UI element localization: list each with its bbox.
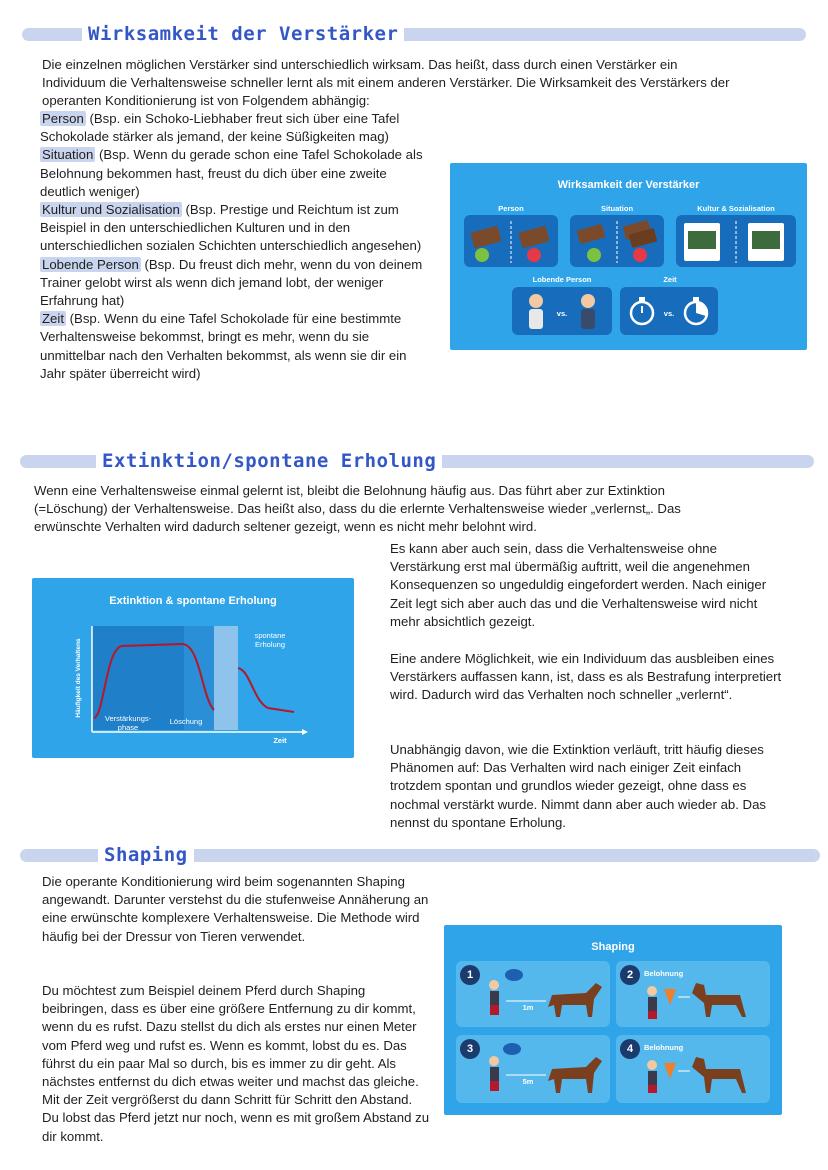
factor-item-kultur: Kultur und Sozialisation (Bsp. Prestige und Reichtum ist zum Beispiel in den unterschiedlichen Kulturen und in den unterschiedlichen sozialen Schichten unterschiedlich angesehen) — [40, 202, 422, 254]
shaping-step-3 — [456, 1035, 610, 1103]
reward-label: Belohnung — [644, 969, 684, 978]
label-verstaerkungsphase-2: phase — [117, 723, 139, 732]
money-icon — [676, 215, 796, 267]
figure-title: Wirksamkeit der Verstärker — [557, 179, 700, 191]
card-lobende-person — [512, 287, 612, 335]
horse-icon — [616, 1035, 770, 1103]
term-zeit: Zeit — [42, 311, 64, 327]
label-kultur: Kultur & Sozialisation — [697, 204, 775, 213]
horse-icon — [456, 1035, 610, 1103]
y-axis-label: Häufigkeit des Verhaltens — [75, 638, 82, 718]
card-situation — [570, 215, 664, 267]
shaping-paragraph-2: Du möchtest zum Beispiel deinem Pferd durch Shaping beibringen, dass es über eine größere Entfernung zu dir kommt, wenn du es rufst. Dazu stellst du dich als erstes nur einen Meter vom Pferd weg und rufst es. Wenn es kommt, lobst du es. Das führst du ein paar Mal so durch, bis es immer zu dir geht. Als nächstes entfernst du dich etwas weiter und machst das gleiche. Mit der Zeit vergrößerst du dann Schritt für Schritt den Abstand. Du lobst das Pferd jetzt nur noch, wenn es mit großem Abstand zu dir kommt. — [42, 983, 430, 1144]
label-spontane-erholung: spontane — [254, 631, 286, 640]
card-kultur — [676, 215, 796, 267]
step-number: 1 — [460, 965, 480, 985]
term-kultur: Kultur und Sozialisation — [42, 202, 180, 218]
card-zeit — [620, 287, 718, 335]
carrot-icon — [664, 989, 676, 1005]
distance-label: 5m — [522, 1077, 534, 1086]
shaping-step-1 — [456, 961, 610, 1027]
label-zeit: Zeit — [663, 275, 677, 284]
label-lobende-person: Lobende Person — [532, 275, 592, 284]
label-loeschung: Löschung — [169, 717, 203, 726]
carrot-icon — [664, 1063, 676, 1079]
shaping-step-2 — [616, 961, 770, 1027]
extinktion-paragraph-3: Eine andere Möglichkeit, wie ein Individuum das ausbleiben eines Verstärkers auffassen kann, ist, dass es als Bestrafung interpretiert wird. Dadurch wird das Verhalten noch schneller „verlernt“. — [390, 651, 782, 703]
x-axis-label: Zeit — [273, 736, 287, 745]
section-title-extinktion: Extinktion/spontane Erholung — [96, 449, 442, 473]
card-person — [464, 215, 558, 267]
distance-label: 1m — [522, 1003, 534, 1012]
term-situation: Situation — [42, 147, 94, 163]
label-verstaerkungsphase: Verstärkungs- — [104, 714, 152, 723]
figure-shaping — [444, 925, 782, 1115]
curve-recovery — [238, 668, 294, 712]
chocolate-icon — [464, 215, 558, 267]
reward-label: Belohnung — [644, 1043, 684, 1052]
step-number: 3 — [460, 1039, 480, 1059]
section-title-wirksamkeit: Wirksamkeit der Verstärker — [82, 22, 404, 46]
horse-icon — [456, 961, 610, 1027]
phase-band-pause — [214, 626, 238, 730]
extinktion-paragraph-2: Es kann aber auch sein, dass die Verhaltensweise ohne Verstärkung erst mal übermäßig auftritt, weil die angenehmen Konsequenzen so ungeduldig eingefordert werden. Nach einiger Zeit legt sich aber auch das und die Verhaltensweise wird nicht mehr absichtlich gezeigt. — [390, 541, 767, 629]
section-title-shaping: Shaping — [98, 843, 194, 867]
factor-list — [40, 110, 432, 383]
factor-item-zeit: Zeit (Bsp. Wenn du eine Tafel Schokolade für eine bestimmte Verhaltensweise bekommst, bringt es mehr, wenn du sie unmittelbar nach den Verhalten bekommst, als wenn sie dir ein Jahr später überreicht wird) — [40, 311, 407, 381]
term-lobende-person: Lobende Person — [42, 256, 139, 272]
extinktion-paragraph-4: Unabhängig davon, wie die Extinktion verläuft, tritt häufig dieses Phänomen auf: Das Verhalten wird nach einiger Zeit einfach trotzdem spontan und grundlos wieder gezeigt, ohne dass es nochmal verstärkt wurde. Nimmt dann aber auch wieder ab. Das nennst du spontane Erholung. — [390, 742, 767, 830]
vs-label: vs. — [663, 309, 675, 318]
shaping-paragraph-1: Die operante Konditionierung wird beim sogenannten Shaping angewandt. Darunter verstehst du die stufenweise Annäherung an eine erwünschte komplexere Verhaltensweise. Die Methode wird häufig bei der Dressur von Tieren verwendet. — [42, 874, 429, 944]
step-number: 2 — [620, 965, 640, 985]
figure-extinktion — [32, 578, 354, 758]
factor-item-lobende-person: Lobende Person (Bsp. Du freust dich mehr, wenn du von deinem Trainer gelobt wirst als wenn dich jemand lobt, der weniger Erfahrung hat) — [40, 256, 423, 309]
chocolate-icon — [570, 215, 664, 267]
extinktion-paragraph-1: Wenn eine Verhaltensweise einmal gelernt ist, bleibt die Belohnung häufig aus. Das führt aber zur Extinktion (=Löschung) der Verhaltensweise. Das heißt also, dass du die erlernte Verhaltensweise wieder „verlernst„. Das erwünschte Verhalten wird dadurch seltener gezeigt, wenn es nicht mehr belohnt wird. — [34, 483, 681, 535]
step-number: 4 — [620, 1039, 640, 1059]
term-person: Person — [42, 111, 84, 126]
factor-item-situation: Situation (Bsp. Wenn du gerade schon eine Tafel Schokolade als Belohnung bekommen hast, freust du dich über eine zweite deutlich weniger) — [40, 147, 423, 199]
label-person: Person — [498, 204, 524, 213]
horse-icon — [616, 961, 770, 1027]
figure-title: Shaping — [591, 941, 635, 953]
vs-label: vs. — [556, 309, 568, 318]
shaping-step-4 — [616, 1035, 770, 1103]
figure-title: Extinktion & spontane Erholung — [109, 595, 277, 607]
figure-wirksamkeit — [450, 163, 807, 350]
label-situation: Situation — [600, 204, 634, 213]
factor-item-person: Person (Bsp. ein Schoko-Liebhaber freut sich über eine Tafel Schokolade stärker als jemand, der keine Süßigkeiten mag) — [40, 111, 400, 145]
label-spontane-erholung-2: Erholung — [254, 640, 286, 649]
intro-paragraph: Die einzelnen möglichen Verstärker sind unterschiedlich wirksam. Das heißt, dass durch einen Verstärker ein Individuum die Verhaltensweise schneller lernt als mit einem anderen Verstärker. Die Wirksamkeit des Verstärkers der operanten Konditionierung ist von Folgendem abhängig: — [42, 57, 730, 109]
